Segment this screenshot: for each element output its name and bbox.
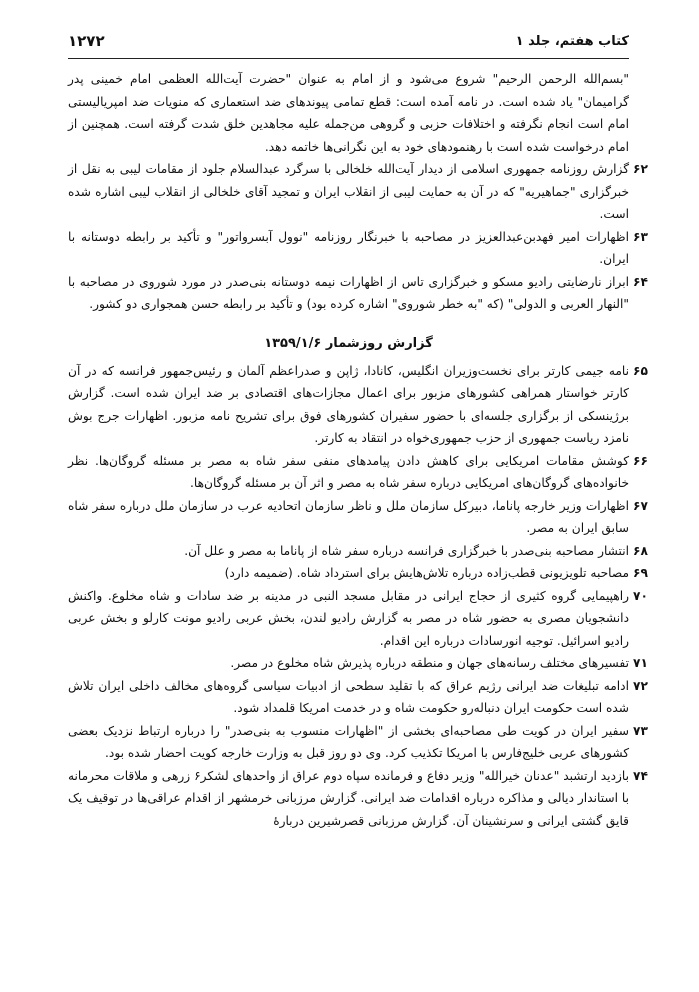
entry-number: ۷۳ <box>633 723 648 738</box>
entry-text: گزارش روزنامه جمهوری اسلامی از دیدار آیت‌الله خلخالی با سرگرد عبدالسلام جلود از مقامات لیبی به نقل از خبرگزاری "جماهیریه" که در آن به حمایت لیبی از انقلاب ایران و تمجید آقای خلخالی از انقلاب لیبی اشاره شده است. <box>68 162 629 221</box>
book-title: کتاب هفتم، جلد ۱ <box>515 34 629 49</box>
entry-text: بازدید ارتشبد "عدنان خیرالله" وزیر دفاع و فرمانده سپاه دوم عراق از واحدهای لشکر۶ زرهی و ملاقات محرمانه با استاندار دیالی و مذاکره درباره اقدامات ضد ایرانی. گزارش مرزبانی خرمشهر از اقدام عراقی‌ها در توقیف یک قایق گشتی ایرانی و سرنشینان آن. گزارش مرزبانی قصرشیرین دربارۀ <box>68 768 629 828</box>
entry-number: ۶۸ <box>633 543 648 558</box>
entry-number: ۶۶ <box>633 453 648 468</box>
entry-text: ابراز نارضایتی رادیو مسکو و خبرگزاری تاس از اظهارات نیمه دوستانه بنی‌صدر در مورد شوروی در مصاحبه با "النهار العربی و الدولی" (که "به خطر شوروی" اشاره کرده بود) و تأکید بر رابطه حسن همجواری دو کشور. <box>68 274 629 311</box>
entry-number: ۶۹ <box>633 566 648 580</box>
page-number: ۱۲۷۲ <box>68 32 105 50</box>
entries-list-after <box>68 360 648 833</box>
list-item <box>68 675 648 720</box>
list-item <box>68 765 648 833</box>
list-item <box>68 562 648 585</box>
entry-number: ۷۴ <box>633 768 648 783</box>
page-content <box>68 68 648 832</box>
entry-text: مصاحبه تلویزیونی قطب‌زاده درباره تلاش‌هایش برای استرداد شاه. (ضمیمه دارد) <box>224 566 629 580</box>
list-item <box>68 652 648 675</box>
entry-number: ۶۷ <box>633 498 648 513</box>
entry-text: سفیر ایران در کویت طی مصاحبه‌ای بخشی از "اظهارات منسوب به بنی‌صدر" را درباره ارتباط نزدیک بعضی کشورهای عربی خلیج‌فارس با امریکا تکذیب کرد. وی دو روز قبل به وزارت خارجه کویت احضار شده بود. <box>68 723 629 760</box>
entry-text: ادامه تبلیغات ضد ایرانی رژیم عراق که با تقلید سطحی از ادبیات سیاسی گروه‌های مخالف داخلی ایران تلاش شده است حکومت ایران دنباله‌رو حکومت شاه و در خدمت امریکا قلمداد شود. <box>68 678 629 715</box>
entry-number: ۷۲ <box>633 678 648 693</box>
entry-number: ۶۳ <box>633 229 648 244</box>
entries-list-before <box>68 158 648 316</box>
entry-text: تفسیرهای مختلف رسانه‌های جهان و منطقه درباره پذیرش شاه مخلوع در مصر. <box>230 656 629 670</box>
list-item <box>68 360 648 450</box>
list-item <box>68 158 648 226</box>
entry-number: ۷۰ <box>633 588 648 603</box>
entry-text: کوشش مقامات امریکایی برای کاهش دادن پیامدهای منفی سفر شاه به مصر بر مسئله گروگان‌ها. نظر خانواده‌های گروگان‌های امریکایی درباره سفر شاه به مصر و اثر آن بر مسئله گروگان‌ها. <box>68 453 629 490</box>
entry-text: انتشار مصاحبه بنی‌صدر با خبرگزاری فرانسه درباره سفر شاه از پاناما به مصر و علل آن. <box>184 543 629 558</box>
list-item <box>68 271 648 316</box>
list-item <box>68 226 648 271</box>
list-item <box>68 540 648 563</box>
list-item <box>68 495 648 540</box>
entry-text: نامه جیمی کارتر برای نخست‌وزیران انگلیس، کانادا، ژاپن و صدراعظم آلمان و رئیس‌جمهور فرانسه که در آن کارتر خواستار همراهی کشورهای مزبور برای اعمال مجازات‌های اقتصادی بر ضد ایران شده است. گزارش برژینسکی از برگزاری جلسه‌ای با حضور سفیران کشورهای فوق برای تشریح نامه مزبور. اظهارات جرج بوش نامزد ریاست جمهوری از حزب جمهوری‌خواه در انتقاد به کارتر. <box>68 363 629 445</box>
list-item <box>68 585 648 653</box>
entry-text: اظهارات امیر فهدبن‌عبدالعزیز در مصاحبه با خبرنگار روزنامه "نوول آبسرواتور" و تأکید بر رابطه دوستانه با ایران. <box>68 229 629 266</box>
entry-number: ۷۱ <box>633 656 648 670</box>
list-item <box>68 450 648 495</box>
entry-text: اظهارات وزیر خارجه پاناما، دبیرکل سازمان ملل و ناظر سازمان اتحادیه عرب در سازمان ملل درباره سفر شاه سابق ایران به مصر. <box>68 498 629 535</box>
entry-number: ۶۵ <box>633 363 648 378</box>
entry-number: ۶۴ <box>633 274 648 289</box>
intro-text: "بسم‌الله الرحمن الرحیم" شروع می‌شود و از امام به عنوان "حضرت آیت‌الله العظمی امام خمینی پدر گرامیمان" یاد شده است. در نامه آمده است: قطع تمامی پیوندهای ضد استعماری که منویات ضد امپریالیستی امام است انجام نگرفته و اختلافات حزبی و گروهی من‌جمله علیه مجاهدین خلق شدت گرفته است. همچنین از امام درخواست شده است با رهنمودهای خود به این نگرانی‌ها خاتمه دهد. <box>68 72 629 154</box>
entry-text: راهپیمایی گروه کثیری از حجاج ایرانی در مقابل مسجد النبی در مدینه بر ضد سادات و شاه مخلوع. واکنش دانشجویان مصری به حضور شاه در مصر به گزارش رادیو لندن، بخش عربی رادیو مونت کارلو و بخش عربی رادیو اسرائیل. توجیه انورسادات درباره این اقدام. <box>68 588 629 648</box>
page-header <box>68 30 629 59</box>
list-item <box>68 720 648 765</box>
entry-number: ۶۲ <box>633 162 648 176</box>
section-title: گزارش روزشمار ۱۳۵۹/۱/۶ <box>264 335 433 351</box>
intro-paragraph <box>68 68 629 158</box>
